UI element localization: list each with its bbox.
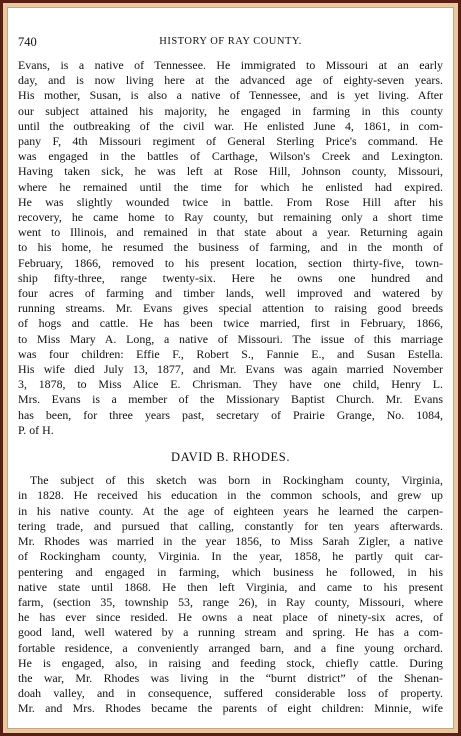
page-header <box>18 35 443 51</box>
text-line: in 1828. He received his education in the common schools, and grew up <box>18 488 443 503</box>
text-line: pentering and engaged in farming, which business he followed, in his <box>18 564 443 579</box>
text-line: good land, well watered by a running stream and spring. He has a com- <box>18 625 443 640</box>
text-line: Mr. and Mrs. Rhodes became the parents of eight children: Minnie, wife <box>18 701 443 716</box>
text-line: He is engaged, also, in raising and feeding stock, chiefly cattle. During <box>18 655 443 670</box>
text-line: His wife died July 13, 1877, and Mr. Evans was again married November <box>18 362 443 377</box>
page-border <box>3 3 458 733</box>
text-line: His mother, Susan, is also a native of Tennessee, and is yet living. After <box>18 88 443 103</box>
text-line: native state until 1868. He then left Virginia, and came to his present <box>18 579 443 594</box>
text-line: running streams. Mr. Evans gives special attention to raising good breeds <box>18 301 443 316</box>
text-line: pany F, 4th Missouri regiment of General Sterling Price's command. He <box>18 134 443 149</box>
text-line: to his home, he resumed the business of farming, and in the month of <box>18 240 443 255</box>
text-line: our subject attained his majority, he engaged in farming in this county <box>18 103 443 118</box>
text-line: four acres of farming and timber lands, well improved and watered by <box>18 286 443 301</box>
text-line: of hogs and cattle. He has been twice married, first in February, 1866, <box>18 316 443 331</box>
section-heading: DAVID B. RHODES. <box>170 450 291 465</box>
body-text <box>18 58 443 717</box>
running-head: HISTORY OF RAY COUNTY. <box>159 36 302 47</box>
text-line: where he remained until the time for which he enlisted had expired. <box>18 179 443 194</box>
text-line: fortable residence, a conveniently arranged barn, and a fine young orchard. <box>18 640 443 655</box>
text-line: in his native county. At the age of eighteen years he learned the carpen- <box>18 503 443 518</box>
text-line: P. of H. <box>18 422 54 437</box>
text-line: was four children: Effie F., Robert S., Fannie E., and Susan Estella. <box>18 346 443 361</box>
text-line: has been, for three years past, secretary of Prairie Grange, No. 1084, <box>18 407 443 422</box>
text-line: farm, (section 35, township 53, range 26), in Ray county, Missouri, where <box>18 594 443 609</box>
paragraph-evans <box>18 58 443 438</box>
text-line: to Miss Mary A. Long, a native of Missouri. The issue of this marriage <box>18 331 443 346</box>
text-line: The subject of this sketch was born in Rockingham county, Virginia, <box>30 473 443 488</box>
text-line: He was slightly wounded twice in battle. From Rose Hill after his <box>18 194 443 209</box>
text-line: of Rockingham county, Virginia. In the year, 1858, he partly quit car- <box>18 549 443 564</box>
text-line: went to Illinois, and remained in that state about a year. Returning again <box>18 225 443 240</box>
text-line: the war, Mr. Rhodes was living in the “burnt district” of the Shenan- <box>18 670 443 685</box>
text-line: 3, 1878, to Miss Alice E. Chrisman. They have one child, Henry L. <box>18 377 443 392</box>
text-line: day, and is now living here at the advanced age of eighty-seven years. <box>18 73 443 88</box>
text-line: Mrs. Evans is a member of the Missionary Baptist Church. Mr. Evans <box>18 392 443 407</box>
text-line: was engaged in the battles of Carthage, Wilson's Creek and Lexington. <box>18 149 443 164</box>
text-line: doah valley, and in consequence, suffered considerable loss of property. <box>18 686 443 701</box>
text-line: tering trade, and pursued that calling, constantly for ten years afterwards. <box>18 518 443 533</box>
text-line: Evans, is a native of Tennessee. He immigrated to Missouri at an early <box>18 58 443 72</box>
text-line: Mr. Rhodes was married in the year 1856, to Miss Sarah Zigler, a native <box>18 534 443 549</box>
book-page <box>7 7 454 729</box>
text-line: he has ever since resided. He owns a neat place of ninety-six acres, of <box>18 610 443 625</box>
text-line: recovery, he came home to Ray county, but remaining only a short time <box>18 210 443 225</box>
paragraph-rhodes <box>18 473 443 716</box>
text-line: Having taken sick, he was left at Rose Hill, Johnson county, Missouri, <box>18 164 443 179</box>
text-line: February, 1866, removed to his present location, section thirty-five, town- <box>18 255 443 270</box>
text-line: until the outbreaking of the civil war. He enlisted June 4, 1861, in com- <box>18 118 443 133</box>
text-line: ship fifty-three, range twenty-six. Here he owns one hundred and <box>18 270 443 285</box>
page-number: 740 <box>18 35 37 49</box>
